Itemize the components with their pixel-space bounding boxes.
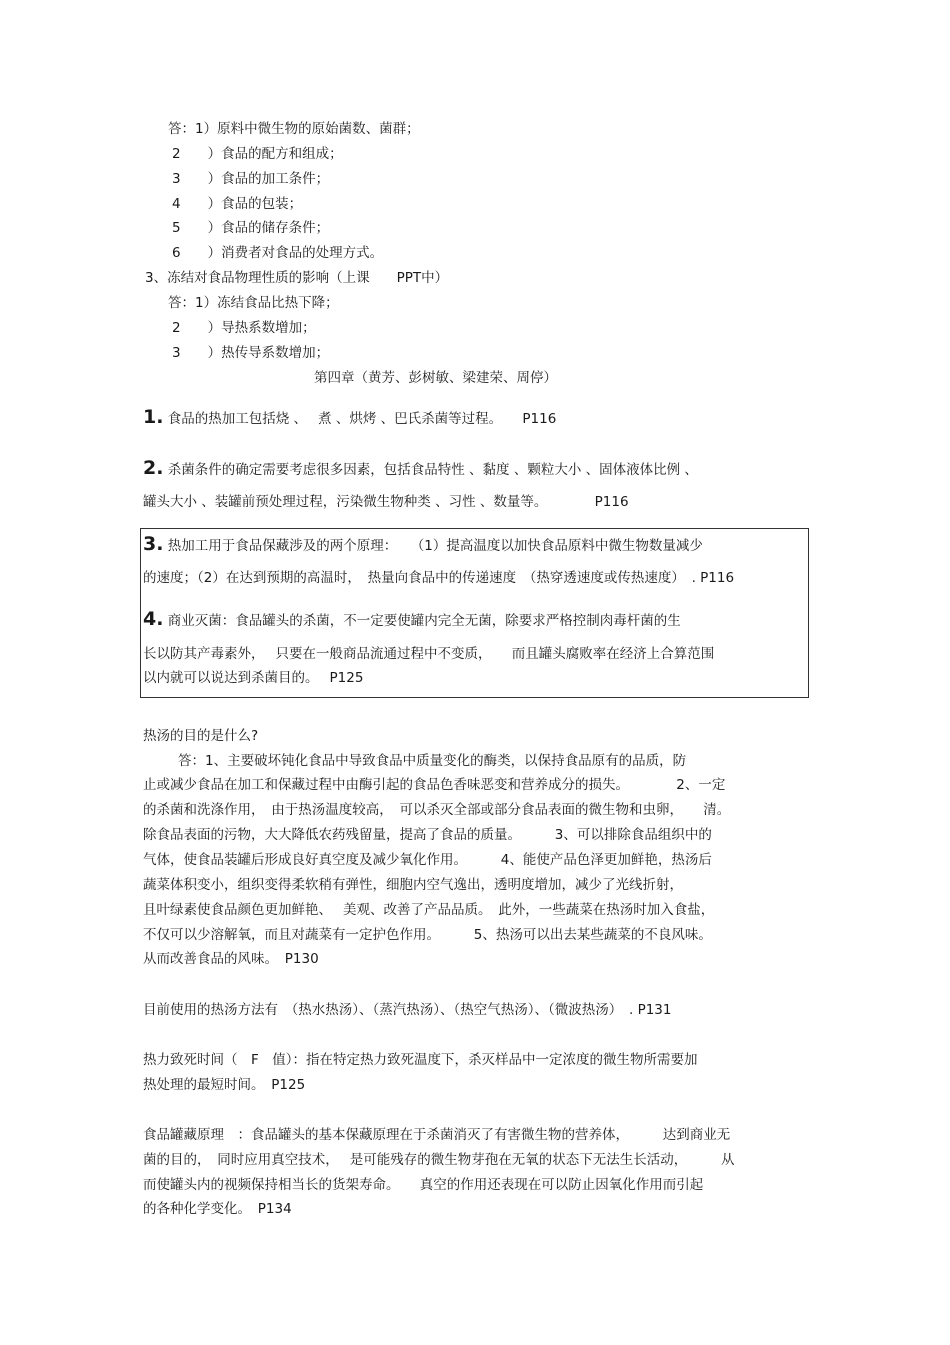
blanching-line: 除食品表面的污物，大大降低农药残留量，提高了食品的质量。 3、可以排除食品组织中的 (143, 827, 712, 843)
blanching-line: 止或减少食品在加工和保藏过程中由酶引起的食品色香味恶变和营养成分的损失。 2、一定 (143, 777, 726, 793)
item2 (143, 459, 698, 479)
q3-answer-2: 2 ）导热系数增加； (172, 320, 316, 336)
blanching-line: 蔬菜体积变小，组织变得柔软稍有弹性，细胞内空气逸出，透明度增加，减少了光线折射， (143, 877, 683, 893)
item3-number: 3. (143, 533, 164, 555)
blanching-line: 答：1、主要破坏钝化食品中导致食品中质量变化的酶类，以保持食品原有的品质，防 (178, 753, 687, 769)
answer-line-6: 6 ）消费者对食品的处理方式。 (172, 245, 384, 261)
answer-line-3: 3 ）食品的加工条件； (172, 171, 330, 187)
blanching-line: 气体，使食品装罐后形成良好真空度及减少氧化作用。 4、能使产品色泽更加鲜艳，热汤后 (143, 852, 712, 868)
item4-line3: 以内就可以说达到杀菌目的。 P125 (143, 670, 364, 686)
canning-line3: 而使罐头内的视频保持相当长的货架寿命。 真空的作用还表现在可以防止因氧化作用而引起 (143, 1177, 704, 1193)
canning-line4: 的各种化学变化。 P134 (143, 1201, 292, 1217)
canning-line1: 食品罐藏原理 ：食品罐头的基本保藏原理在于杀菌消灭了有害微生物的营养体， 达到商业无 (143, 1127, 731, 1143)
item2-line1: 杀菌条件的确定需要考虑很多因素，包括食品特性 、黏度 、颗粒大小 、固体液体比例 、 (167, 462, 698, 478)
item3 (143, 535, 703, 555)
item4-line2: 长以防其产毒素外， 只要在一般商品流通过程中不变质， 而且罐头腐败率在经济上合算范围 (143, 646, 715, 662)
blanching-line: 不仅可以少溶解氧，而且对蔬菜有一定护色作用。 5、热汤可以出去某些蔬菜的不良风味。 (143, 927, 712, 943)
blanching-line: 且叶绿素使食品颜色更加鲜艳、 美观、改善了产品品质。 此外，一些蔬菜在热汤时加入食盐， (143, 902, 715, 918)
answer-line-5: 5 ）食品的储存条件； (172, 220, 330, 236)
item1-text: 食品的热加工包括烧 、 煮 、烘烤 、巴氏杀菌等过程。 P116 (167, 411, 557, 427)
answer-line-2: 2 ）食品的配方和组成； (172, 146, 343, 162)
item2-number: 2. (143, 457, 164, 479)
f-value-line2: 热处理的最短时间。 P125 (143, 1077, 306, 1093)
item3-line1: 热加工用于食品保藏涉及的两个原理： （1）提高温度以加快食品原料中微生物数量减少 (167, 538, 703, 554)
q3-answer-3: 3 ）热传导系数增加； (172, 345, 330, 361)
blanching-question: 热汤的目的是什么? (143, 728, 259, 744)
blanching-line: 的杀菌和洗涤作用， 由于热汤温度较高， 可以杀灭全部或部分食品表面的微生物和虫卵， 清。 (143, 802, 731, 818)
answer-line-1: 答：1）原料中微生物的原始菌数、菌群； (168, 121, 420, 137)
item4-number: 4. (143, 608, 164, 630)
item1 (143, 408, 556, 428)
answer-line-4: 4 ）食品的包装； (172, 196, 303, 212)
q3-title: 3、冻结对食品物理性质的影响（上课 PPT中） (145, 270, 449, 286)
item4 (143, 610, 681, 630)
blanching-methods: 目前使用的热汤方法有 （热水热汤）、（蒸汽热汤）、（热空气热汤）、（微波热汤） . P131 (143, 1002, 672, 1018)
q3-answer-1: 答：1）冻结食品比热下降； (168, 295, 339, 311)
item1-number: 1. (143, 406, 164, 428)
blanching-line: 从而改善食品的风味。 P130 (143, 951, 319, 967)
canning-line2: 菌的目的， 同时应用真空技术， 是可能残存的微生物芽孢在无氧的状态下无法生长活动， 从 (143, 1152, 735, 1168)
f-value-line1: 热力致死时间（ F 值）：指在特定热力致死温度下，杀灭样品中一定浓度的微生物所需要加 (143, 1052, 698, 1068)
chapter-title: 第四章（黄芳、彭树敏、梁建荣、周停） (314, 370, 557, 386)
item4-line1: 商业灭菌：食品罐头的杀菌，不一定要使罐内完全无菌，除要求严格控制肉毒杆菌的生 (167, 613, 681, 629)
item2-line2: 罐头大小 、装罐前预处理过程，污染微生物种类 、习性 、数量等。 P116 (143, 494, 629, 510)
item3-line2: 的速度；（2）在达到预期的高温时， 热量向食品中的传递速度 （热穿透速度或传热速度） . P116 (143, 570, 735, 586)
